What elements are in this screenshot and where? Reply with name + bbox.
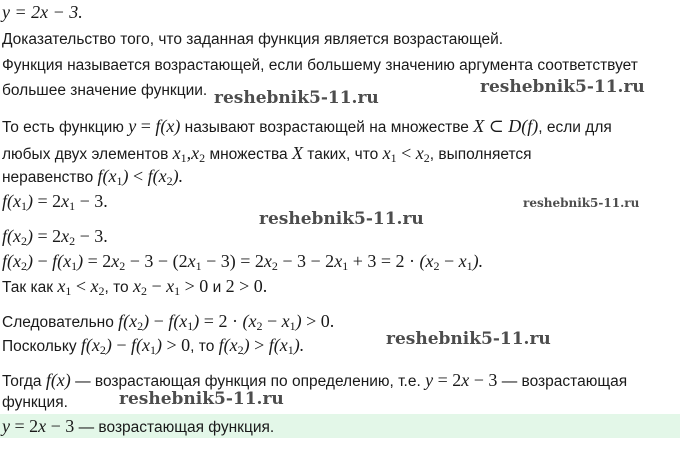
given-function [2,2,678,24]
formula: $f(x_2) = 2x_2 - 3$. [2,226,108,248]
formula: $f(x_2) - f(x_1) = 2x_2 - 3 - (2x_1 - 3) = 2x_2 - 3 - 2x_1 + 3 = 2 \cdot (x_2 - x_1)$. [2,251,484,273]
formula: $f(x_1) < f(x_2)$. [97,166,184,188]
formula: y = 2x − 3. [2,2,83,22]
reasoning-line-1: Так как $x_1 < x_2$, то $x_2 - x_1 > 0$ и 2 > 0. [2,276,268,298]
definition-line-4: любых двух элементов $x_1,x_2$ множества X таких, что $x_1 < x_2$, выполняется [2,143,532,165]
answer-line: y = 2x − 3 — возрастающая функция. [2,416,275,436]
watermark: reshebnik5-11.ru [480,77,645,97]
formula: $x_2 - x_1 > 0$ [132,276,209,298]
watermark: reshebnik5-11.ru [119,389,284,409]
formula: $f(x_2) > f(x_1)$. [218,335,305,357]
definition-line-3: То есть функцию y = f(x) называют возрастающей на множестве X ⊂ D(f), если для [2,116,612,136]
equation-difference [2,251,678,273]
formula: 2 > 0. [225,276,268,296]
reasoning-line-3: Поскольку $f(x_2) - f(x_1) > 0$, то $f(x_2) > f(x_1)$. [2,335,305,357]
watermark: reshebnik5-11.ru [214,88,379,108]
conclusion-line-1: Тогда f(x) — возрастающая функция по определению, т.е. y = 2x − 3 — возрастающая [2,370,628,390]
watermark: reshebnik5-11.ru [523,196,640,210]
formula: y = 2x − 3 [425,370,498,390]
definition-line-5: неравенство $f(x_1) < f(x_2)$. [2,166,184,188]
formula: $x_1,x_2$ [172,143,206,165]
formula: X ⊂ D(f) [473,116,539,136]
formula: f(x) [45,370,71,390]
formula: X [291,143,303,163]
formula: $x_1 < x_2$ [57,276,105,298]
watermark: reshebnik5-11.ru [386,329,551,349]
formula: $f(x_2) - f(x_1) > 0$ [80,335,191,357]
definition-line-1: Функция называется возрастающей, если большему значению аргумента соответствует [2,57,638,74]
formula: $x_1 < x_2$ [382,143,430,165]
conclusion-line-2: функция. [2,394,68,411]
reasoning-line-2: Следовательно $f(x_2) - f(x_1) = 2 \cdot (x_2 - x_1) > 0$. [2,311,335,333]
watermark: reshebnik5-11.ru [259,209,424,229]
proof-heading: Доказательство того, что заданная функция является возрастающей. [2,31,504,48]
formula: y = f(x) [128,116,181,136]
formula: $f(x_1) = 2x_1 - 3$. [2,191,108,213]
formula: y = 2x − 3 [2,416,75,436]
definition-line-2: большее значение функции. [2,82,208,99]
equation-fx2 [2,226,678,248]
formula: $f(x_2) - f(x_1) = 2 \cdot (x_2 - x_1) > 0$. [118,311,335,333]
